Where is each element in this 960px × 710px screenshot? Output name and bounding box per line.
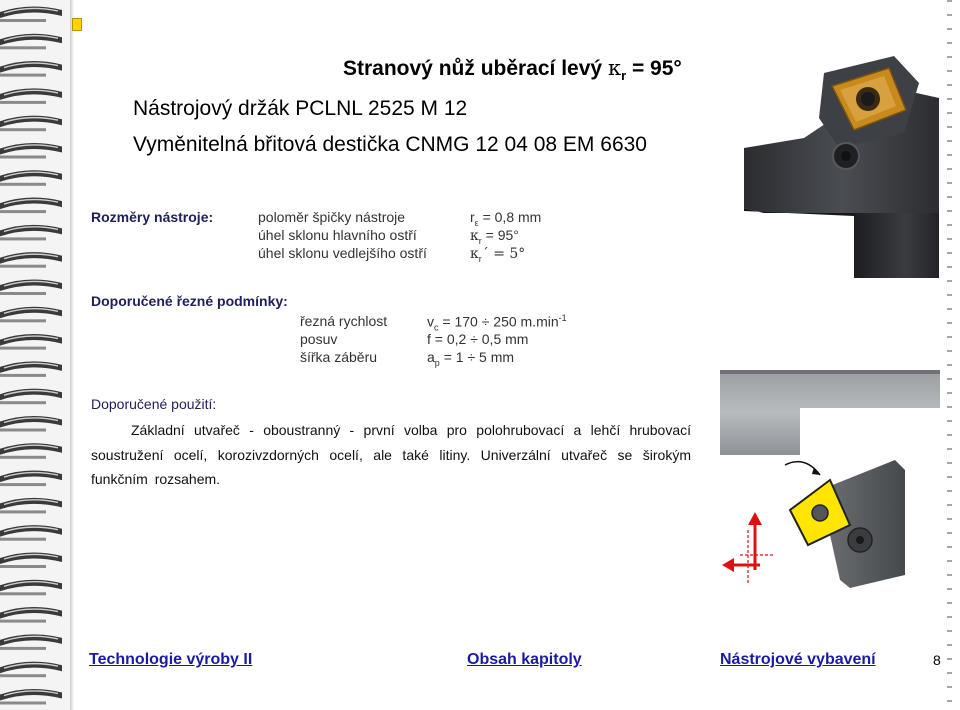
dim-name: poloměr špičky nástroje [258,209,406,225]
binding-ring [0,443,62,459]
binding-ring [0,361,62,377]
binding-ring [0,88,62,104]
usage-label: Doporučené použití: [91,396,217,412]
spiral-binding-icon [0,0,70,710]
title-value: = 95° [626,57,682,80]
usage-text: Základní utvařeč - oboustranný - první volba pro polohrubovací a lehčí hrubovací soustružení ocelí, korozivzdorných ocelí, ale také litiny. Univerzální utvařeč se širokým funkčním rozsahem. [91,422,691,487]
insert-name: Vyměnitelná břitová destička CNMG 12 04 08 EM 6630 [133,133,647,156]
dim-value [470,245,525,264]
cond-name: posuv [300,331,338,347]
title-kappa: κ [607,56,622,80]
cond-value [427,313,567,332]
binding-ring [0,279,62,295]
page-title [343,56,682,83]
page-edge [70,0,74,710]
binding-ring [0,607,62,623]
dim-symbol-sub: r [478,235,482,246]
binding-ring [0,225,62,241]
dim-symbol: r [470,209,475,225]
cond-symbol: f [427,331,431,347]
dim-symbol-sub: ε [474,217,479,228]
title-kappa-sub: r [621,68,627,84]
binding-ring [0,334,62,350]
link-technologie-vyroby[interactable]: Technologie výroby II [89,651,253,668]
binding-ring [0,580,62,596]
binding-ring [0,34,62,50]
binding-ring [0,116,62,132]
bookmark-icon [72,18,82,31]
link-obsah-kapitoly[interactable]: Obsah kapitoly [467,651,582,668]
binding-ring [0,416,62,432]
cond-amount: = 0,2 ÷ 0,5 mm [430,331,529,347]
dim-symbol-sub: r [478,253,482,264]
binding-ring [0,252,62,268]
binding-ring [0,143,62,159]
title-text: Stranový nůž uběrací levý [343,57,608,80]
conditions-label: Doporučené řezné podmínky: [91,293,288,309]
cond-name: řezná rychlost [300,313,388,329]
spiral-binding [0,0,70,710]
dim-name: úhel sklonu hlavního ostří [258,227,417,243]
dim-amount: ´ = 5° [481,246,526,262]
binding-ring [0,389,62,405]
cond-amount: = 170 ÷ 250 m.min [438,313,559,330]
dim-symbol: κ [470,228,479,244]
dim-amount: = 95° [481,227,519,243]
dimensions-label: Rozměry nástroje: [91,209,214,225]
binding-ring [0,6,62,22]
binding-ring [0,61,62,77]
tool-holder-name: Nástrojový držák PCLNL 2525 M 12 [133,97,468,120]
cond-name: šířka záběru [300,349,378,365]
binding-ring [0,307,62,323]
cond-unit-sup: -1 [558,313,567,323]
binding-ring [0,498,62,514]
cond-value [427,349,514,368]
cond-amount: = 1 ÷ 5 mm [439,349,515,365]
dim-name: úhel sklonu vedlejšího ostří [258,245,427,261]
page-number: 8 [933,652,941,668]
cutting-diagram [720,370,940,590]
link-nastrojove-vybaveni[interactable]: Nástrojové vybavení [720,651,876,668]
dim-amount: = 0,8 mm [478,209,542,225]
cond-symbol-sub: p [434,357,440,368]
binding-ring [0,552,62,568]
dim-symbol: κ [470,246,479,262]
binding-ring [0,662,62,678]
cond-symbol: v [427,313,434,330]
tool-holder-photo [744,38,939,278]
binding-ring [0,471,62,487]
cond-value [427,331,528,347]
binding-ring [0,170,62,186]
cond-symbol-sub: c [434,322,439,333]
usage-paragraph [91,418,691,492]
binding-ring [0,689,62,705]
right-page-edge [942,0,960,710]
dim-value [470,209,541,228]
binding-ring [0,634,62,650]
dim-value [470,227,519,246]
binding-ring [0,198,62,214]
cond-symbol: a [427,349,435,365]
binding-ring [0,525,62,541]
